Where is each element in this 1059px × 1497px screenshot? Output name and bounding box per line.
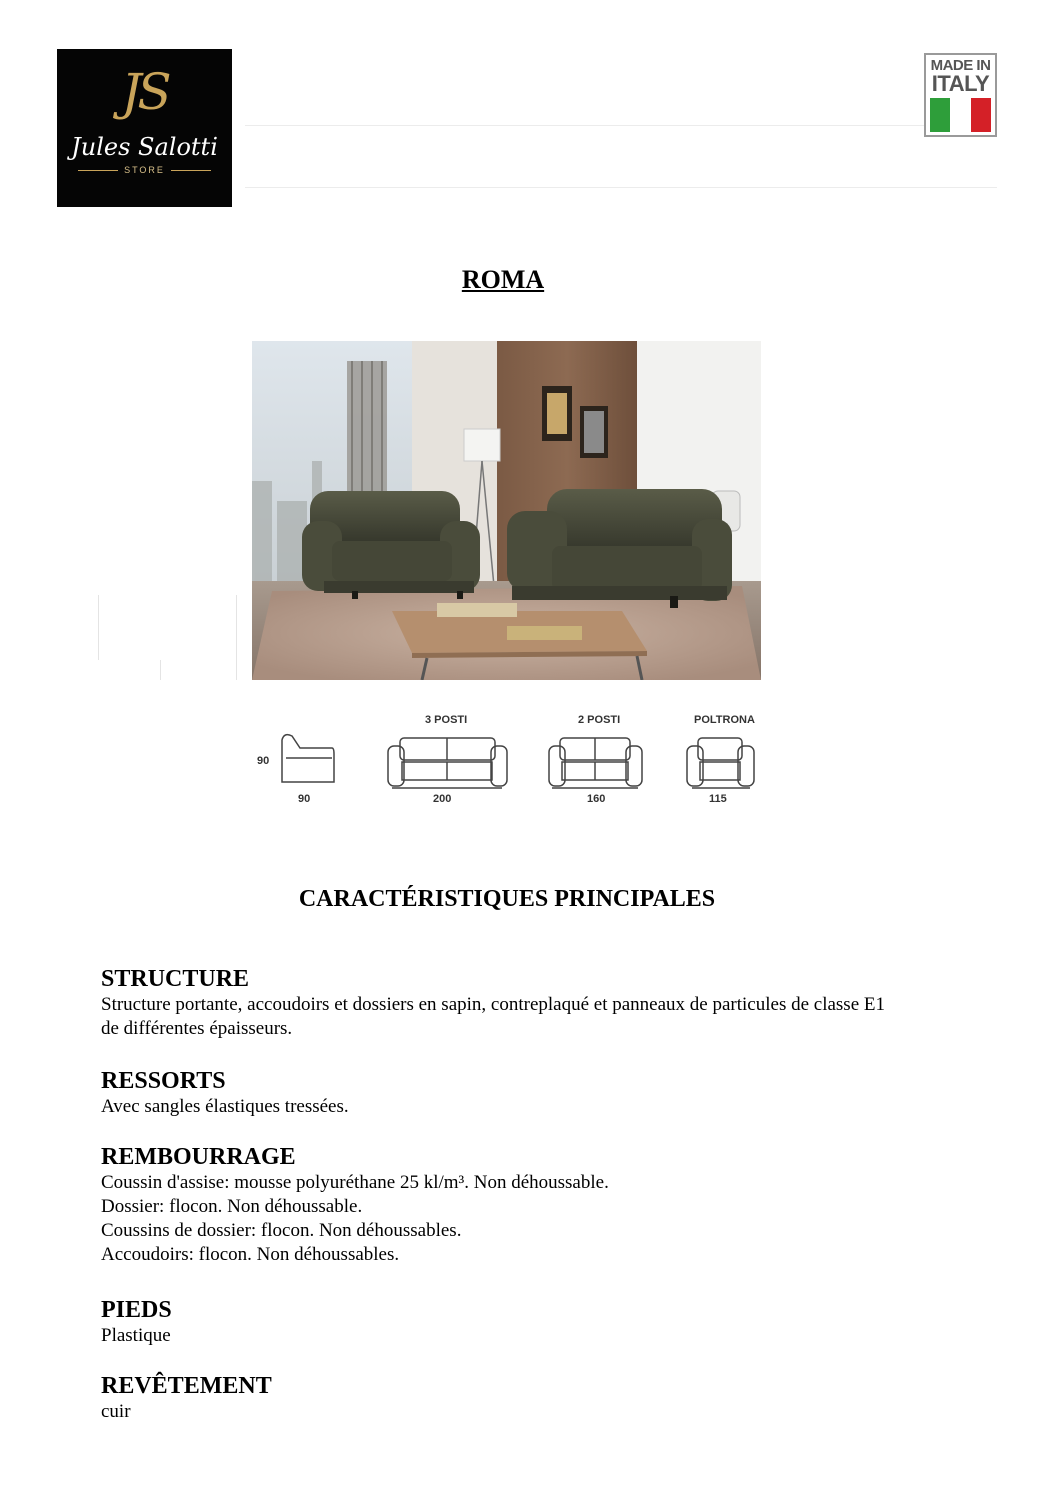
spec-section-feet [101,1296,991,1348]
three-seat-label: 3 POSTI [425,714,468,726]
spec-line: Structure portante, accoudoirs et dossiers en sapin, contreplaqué et panneaux de particules de classe E1 [101,994,885,1015]
spec-title: RESSORTS [101,1068,226,1094]
profile-height-label: 90 [257,755,270,767]
three-seat-width-label: 200 [433,793,452,805]
armchair-icon [687,738,754,788]
spec-section-springs [101,1067,991,1119]
product-photo [252,341,761,680]
spec-line: Coussins de dossier: flocon. Non déhoussables. [101,1220,462,1241]
spec-line: Dossier: flocon. Non déhoussable. [101,1196,363,1217]
made-in-italy-badge [924,53,997,137]
dimension-diagram [252,706,762,818]
spec-title: STRUCTURE [101,966,250,992]
armchair-label: POLTRONA [694,714,755,726]
floor-lamp [464,429,500,461]
artifact-line [236,595,237,680]
two-seat-label: 2 POSTI [578,714,621,726]
flag-green-band [930,98,950,132]
spec-section-covering [101,1372,991,1424]
loveseat-photo [302,491,480,599]
header-divider-top [245,125,997,126]
two-seat-sofa-icon [549,738,642,788]
two-seat-width-label: 160 [587,793,606,805]
artifact-line [98,595,99,660]
spec-line: Accoudoirs: flocon. Non déhoussables. [101,1244,400,1265]
header-divider-bottom [245,187,997,188]
spec-line: Plastique [101,1325,171,1346]
logo-name: Jules Salotti [71,133,218,161]
logo-monogram: JS [121,63,168,121]
badge-line-2: ITALY [931,71,990,96]
spec-line: cuir [101,1401,131,1422]
badge-line-1: MADE IN [930,57,991,74]
living-room-scene [252,341,761,680]
logo-tagline: STORE [57,165,232,175]
spec-line: de différentes épaisseurs. [101,1018,293,1039]
spec-section-structure [101,965,991,1041]
store-logo [57,49,232,207]
spec-line: Coussin d'assise: mousse polyuréthane 25 kl/m³. Non déhoussable. [101,1172,609,1193]
features-heading: CARACTÉRISTIQUES PRINCIPALES [298,886,716,912]
spec-title: REVÊTEMENT [101,1373,272,1399]
flag-white-band [950,98,970,132]
profile-depth-label: 90 [298,793,311,805]
artifact-line [160,660,161,680]
italian-flag-icon [930,98,991,132]
flag-red-band [971,98,991,132]
side-profile-icon [282,735,334,782]
spec-line: Avec sangles élastiques tressées. [101,1096,349,1117]
spec-title: PIEDS [101,1297,172,1323]
spec-section-padding [101,1143,991,1267]
armchair-width-label: 115 [709,793,727,805]
spec-title: REMBOURRAGE [101,1144,296,1170]
three-seat-sofa-icon [388,738,507,788]
product-title: ROMA [461,265,545,294]
